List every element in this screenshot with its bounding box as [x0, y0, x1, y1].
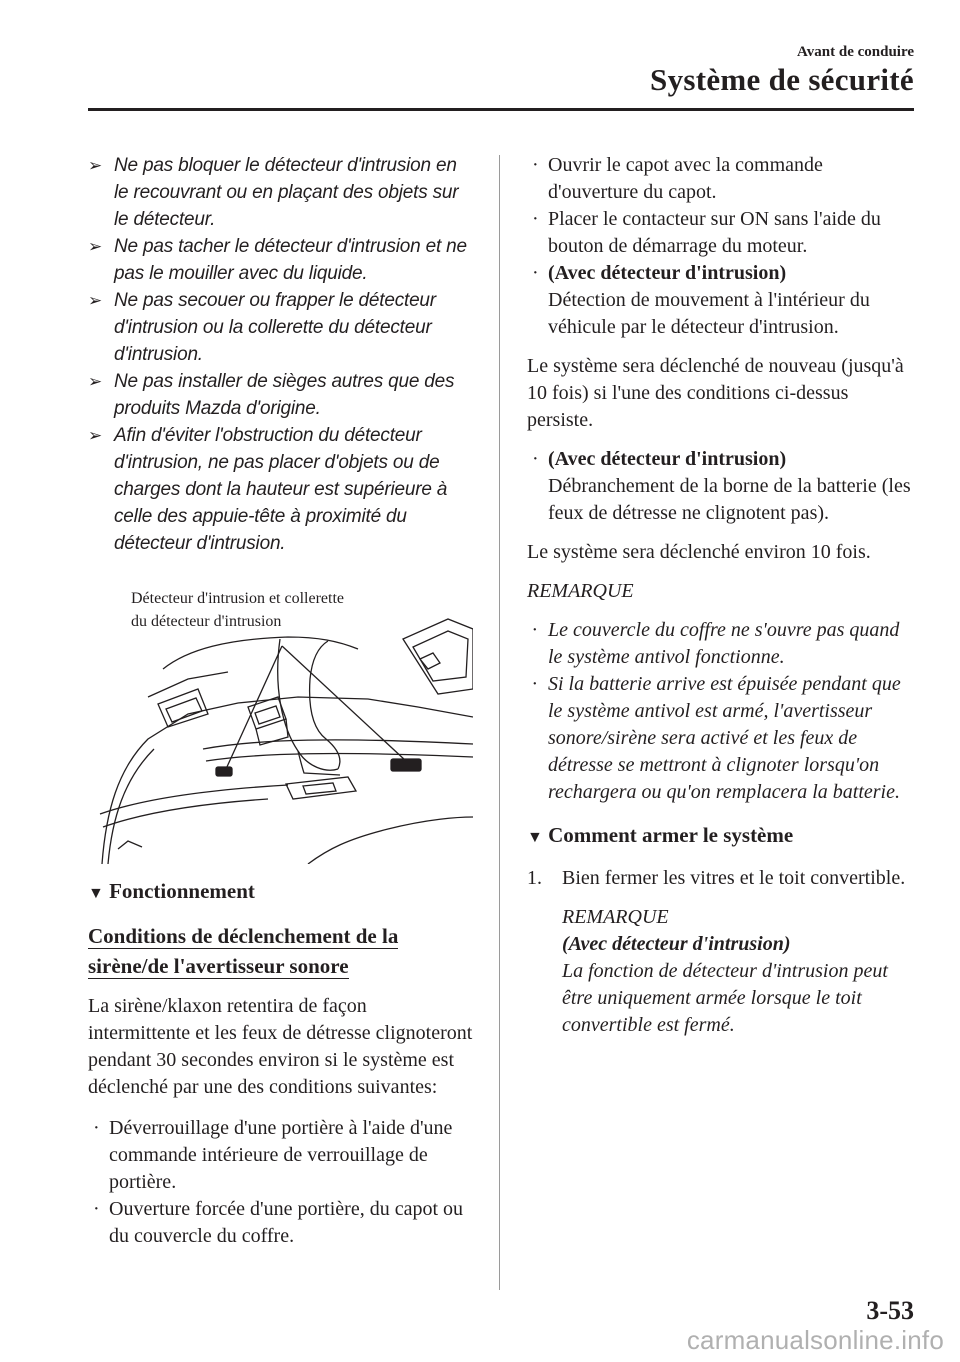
warning-item: ➢ Afin d'éviter l'obstruction du détecteur d'intrusion, ne pas placer d'objets ou de charges dont la hauteur est supérieure à celle des appuie-tête à proximité du détecteur d'intrusion.	[88, 422, 473, 557]
warning-item: ➢ Ne pas tacher le détecteur d'intrusion et ne pas le mouiller avec du liquide.	[88, 233, 473, 287]
paragraph: Le système sera déclenché environ 10 fois.	[527, 541, 871, 563]
warning-item: ➢ Ne pas secouer ou frapper le détecteur d'intrusion ou la collerette du détecteur d'intrusion.	[88, 287, 473, 368]
page-number: 3-53	[866, 1296, 914, 1325]
list-item: · (Avec détecteur d'intrusion) Débranchement de la borne de la batterie (les feux de détresse ne clignotent pas).	[532, 448, 911, 524]
subsection-heading: Conditions de déclenchement de la sirène/de l'avertisseur sonore	[88, 924, 399, 978]
column-divider	[499, 155, 500, 1290]
sensor-figure	[88, 579, 473, 864]
section-heading: ▼ Comment armer le système	[527, 823, 794, 847]
arrow-right-icon: ➢	[88, 291, 103, 310]
warning-item: ➢ Ne pas bloquer le détecteur d'intrusion en le recouvrant ou en plaçant des objets sur le détecteur.	[88, 152, 473, 233]
arrow-right-icon: ➢	[88, 156, 103, 175]
header-chapter: Avant de conduire	[797, 44, 914, 60]
figure-caption: du détecteur d'intrusion	[131, 613, 282, 630]
section-heading: ▼ Fonctionnement	[88, 879, 255, 903]
step-note	[527, 904, 915, 1039]
note-heading: REMARQUE	[562, 906, 669, 928]
watermark: carmanualsonline.info	[686, 1325, 944, 1355]
paragraph: La sirène/klaxon retentira de façon intermittente et les feux de détresse clignoteront pendant 30 secondes environ si le système est déclenché par une des conditions suivantes:	[88, 995, 473, 1098]
header-rule	[88, 108, 914, 111]
note-condition: (Avec détecteur d'intrusion)	[562, 933, 791, 955]
note-heading: REMARQUE	[527, 580, 634, 602]
numbered-step: 1. Bien fermer les vitres et le toit convertible.	[527, 867, 906, 889]
list-item: · (Avec détecteur d'intrusion) Détection de mouvement à l'intérieur du véhicule par le détecteur d'intrusion.	[532, 262, 870, 338]
left-column	[88, 152, 473, 1250]
sensor-illustration	[88, 579, 473, 864]
right-column	[527, 152, 915, 1039]
warning-item: ➢ Ne pas installer de sièges autres que des produits Mazda d'origine.	[88, 368, 473, 422]
triangle-down-icon: ▼	[88, 885, 104, 902]
arrow-right-icon: ➢	[88, 426, 103, 445]
note-item: · Le couvercle du coffre ne s'ouvre pas quand le système antivol fonctionne.	[532, 619, 900, 668]
note-item: · Si la batterie arrive est épuisée pendant que le système antivol est armé, l'avertisseur sonore/sirène sera activé et les feux de détresse se mettront à clignoter lorsqu'on rechargera ou qu'on remplacera la batterie.	[532, 673, 901, 803]
list-item: · Ouverture forcée d'une portière, du capot ou du couvercle du coffre.	[93, 1198, 464, 1247]
arrow-right-icon: ➢	[88, 237, 103, 256]
note-text: La fonction de détecteur d'intrusion peut être uniquement armée lorsque le toit convertible est fermé.	[562, 960, 888, 1036]
paragraph: Le système sera déclenché de nouveau (jusqu'à 10 fois) si l'une des conditions ci-dessus persiste.	[527, 355, 904, 431]
figure-caption: Détecteur d'intrusion et collerette	[131, 590, 345, 607]
page-title: Système de sécurité	[650, 62, 914, 97]
triangle-down-icon: ▼	[527, 829, 543, 846]
list-item: · Placer le contacteur sur ON sans l'aide du bouton de démarrage du moteur.	[532, 208, 881, 257]
list-item: · Déverrouillage d'une portière à l'aide d'une commande intérieure de verrouillage de portière.	[93, 1117, 453, 1193]
list-item: · Ouvrir le capot avec la commande d'ouverture du capot.	[532, 154, 823, 203]
arrow-right-icon: ➢	[88, 372, 103, 391]
